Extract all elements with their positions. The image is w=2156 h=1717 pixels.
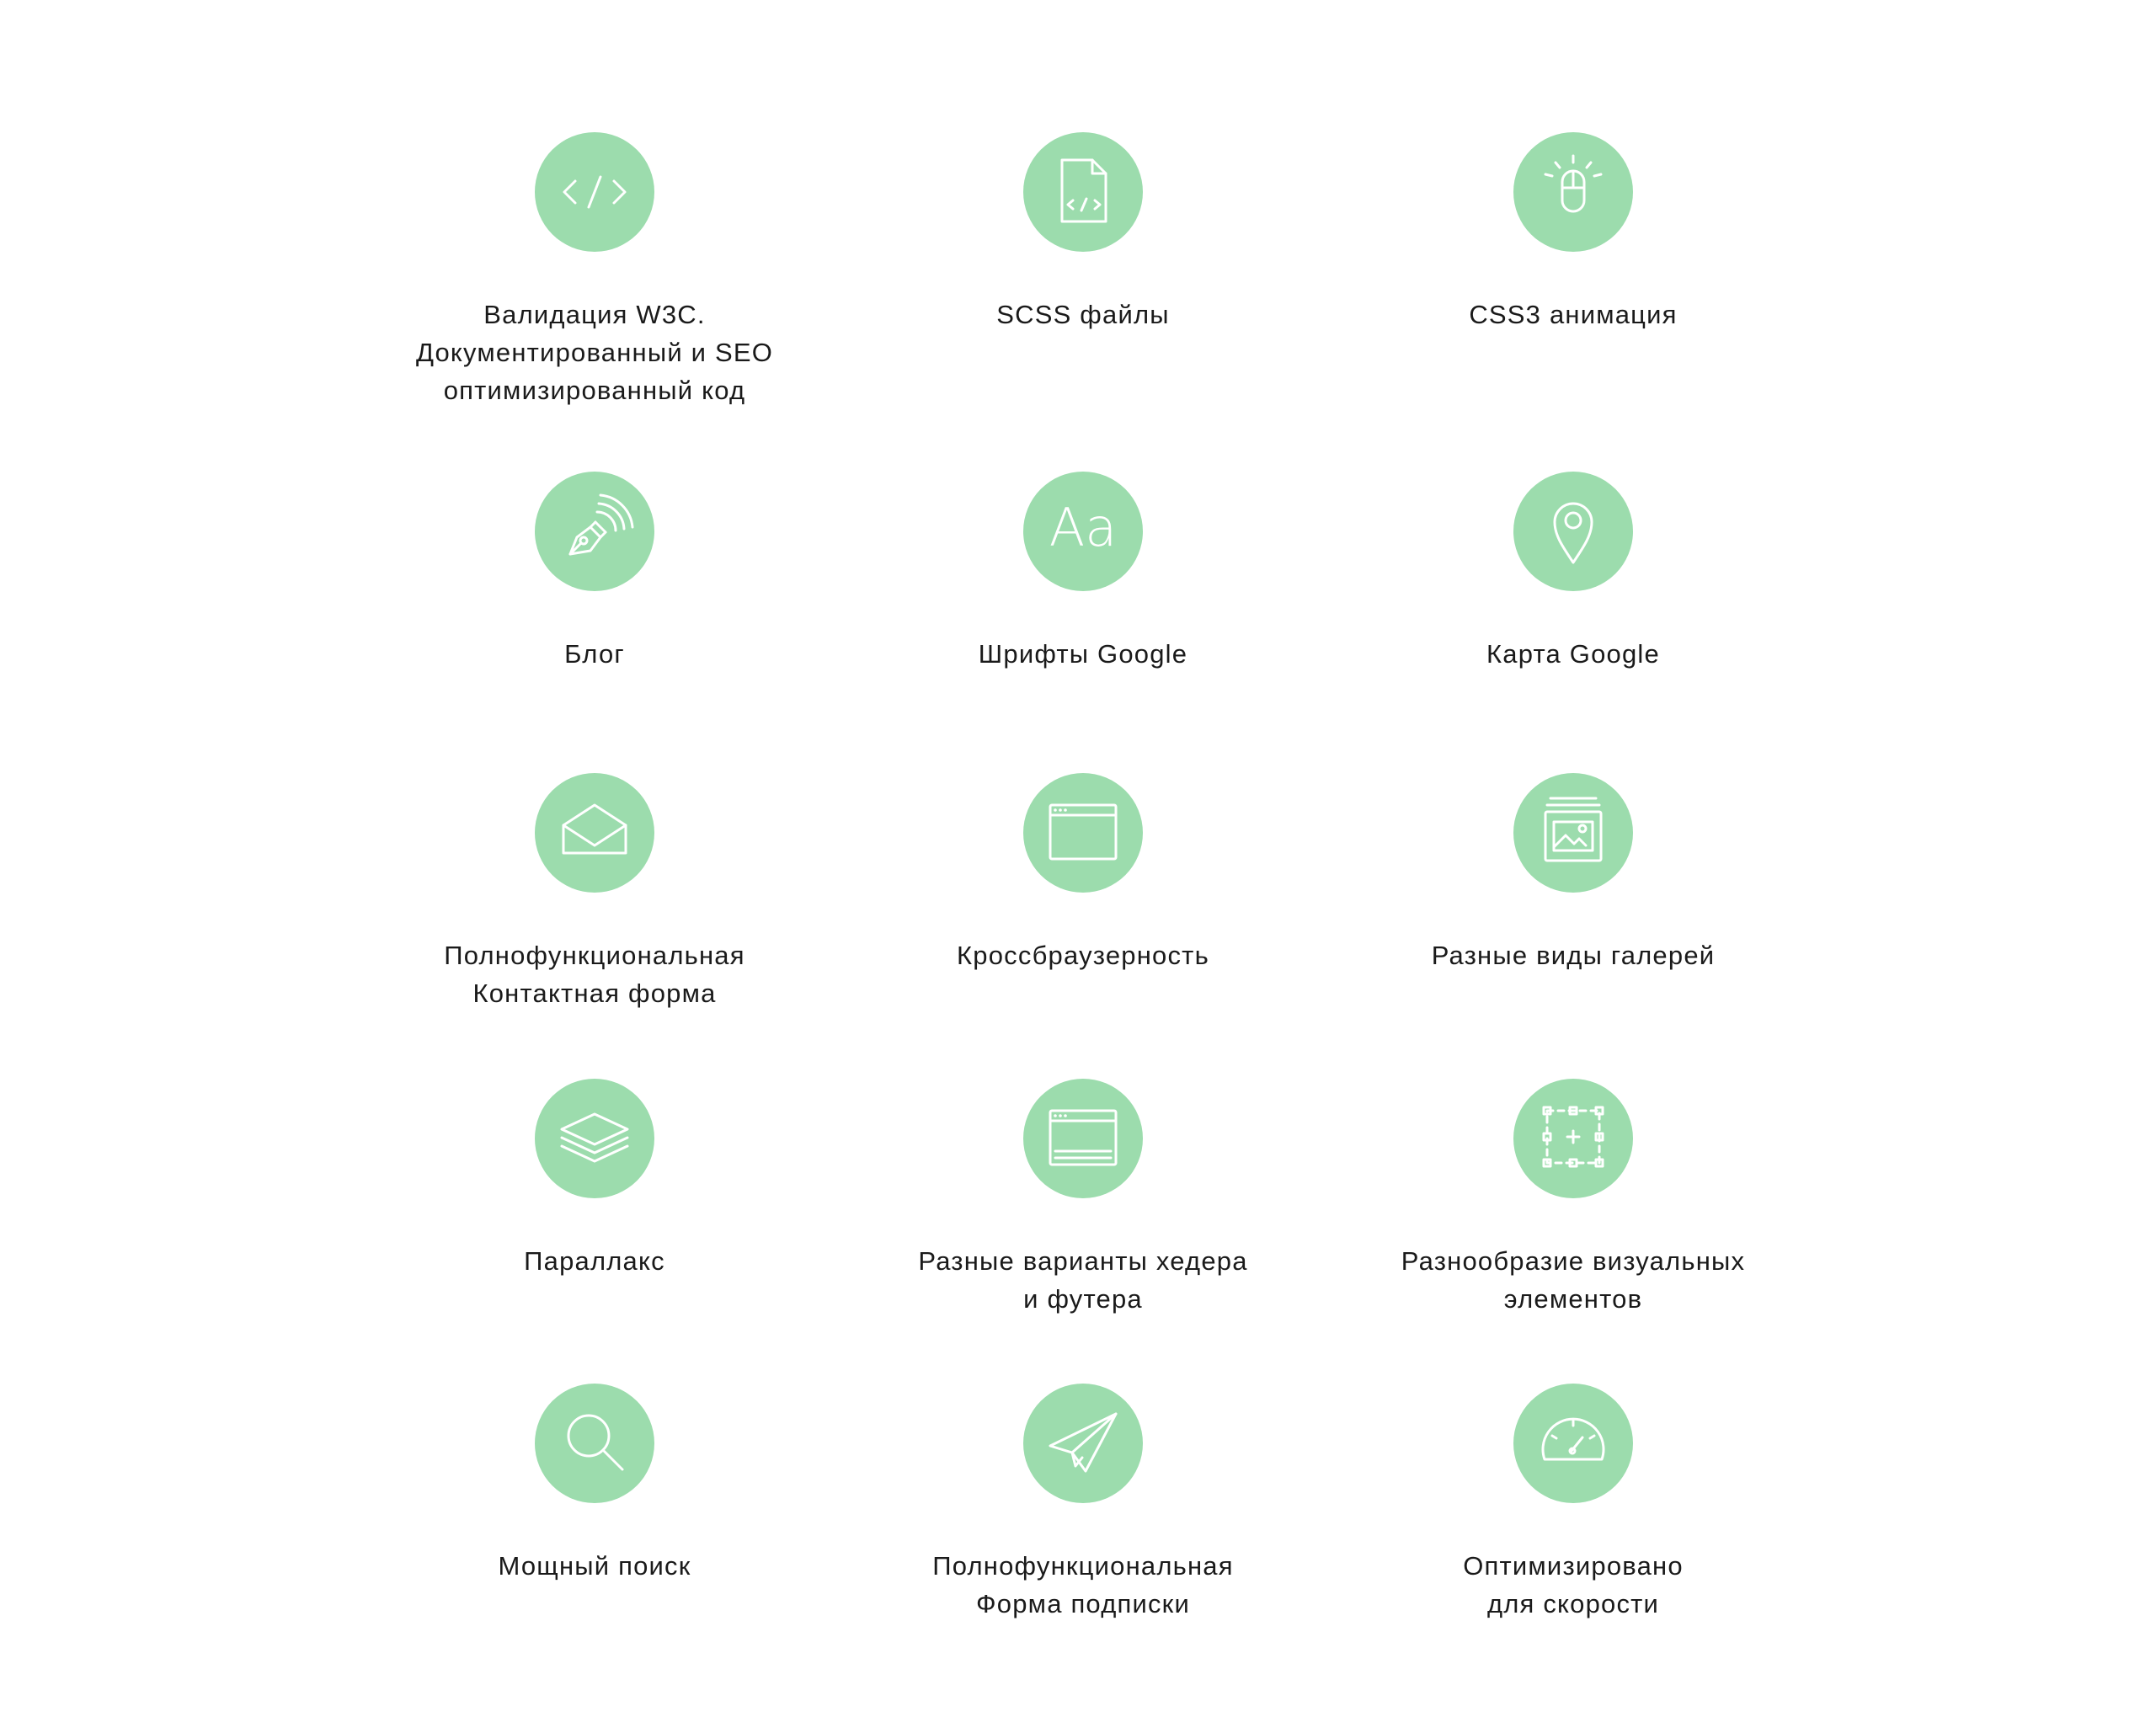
gallery-icon [1513, 773, 1633, 893]
feature-galleries [1321, 773, 1826, 974]
feature-crossbrowser [830, 773, 1336, 974]
feature-google-map [1321, 472, 1826, 673]
feature-label: Полнофункциональная Форма подписки [932, 1551, 1234, 1618]
feature-search [342, 1384, 847, 1585]
feature-css3-animation [1321, 132, 1826, 333]
google-fonts-icon [1023, 472, 1143, 591]
feature-validation [342, 132, 847, 409]
feature-label: Оптимизировано для скорости [1463, 1551, 1684, 1618]
visual-elements-icon [1513, 1079, 1633, 1198]
paper-plane-icon [1023, 1384, 1143, 1503]
feature-label: CSS3 анимация [1469, 300, 1678, 329]
feature-label: Блог [564, 639, 625, 669]
feature-contact-form [342, 773, 847, 1012]
feature-label: Мощный поиск [498, 1551, 691, 1581]
map-pin-icon [1513, 472, 1633, 591]
feature-subscribe-form [830, 1384, 1336, 1623]
feature-label: SCSS файлы [996, 300, 1170, 329]
feature-label: Разные варианты хедера и футера [918, 1246, 1248, 1314]
feature-label: Шрифты Google [978, 639, 1188, 669]
svg-text:Aa: Aa [1049, 497, 1118, 558]
feature-label: Разнообразие визуальных элементов [1401, 1246, 1746, 1314]
browser-window-icon [1023, 773, 1143, 893]
feature-label: Кроссбраузерность [957, 941, 1209, 970]
blog-pen-icon [535, 472, 654, 591]
header-footer-icon [1023, 1079, 1143, 1198]
feature-label: Разные виды галерей [1431, 941, 1716, 970]
code-icon [535, 132, 654, 252]
feature-parallax [342, 1079, 847, 1280]
feature-speed [1321, 1384, 1826, 1623]
feature-blog [342, 472, 847, 673]
envelope-icon [535, 773, 654, 893]
feature-label: Полнофункциональная Контактная форма [444, 941, 745, 1008]
feature-google-fonts [830, 472, 1336, 673]
feature-label: Карта Google [1486, 639, 1660, 669]
feature-header-footer [830, 1079, 1336, 1318]
feature-scss [830, 132, 1336, 333]
feature-label: Параллакс [524, 1246, 665, 1276]
feature-visual-elements [1321, 1079, 1826, 1318]
scss-file-icon [1023, 132, 1143, 252]
feature-label: Валидация W3C. Документированный и SEO оптимизированный код [415, 300, 774, 405]
layers-icon [535, 1079, 654, 1198]
search-icon [535, 1384, 654, 1503]
speedometer-icon [1513, 1384, 1633, 1503]
mouse-animation-icon [1513, 132, 1633, 252]
